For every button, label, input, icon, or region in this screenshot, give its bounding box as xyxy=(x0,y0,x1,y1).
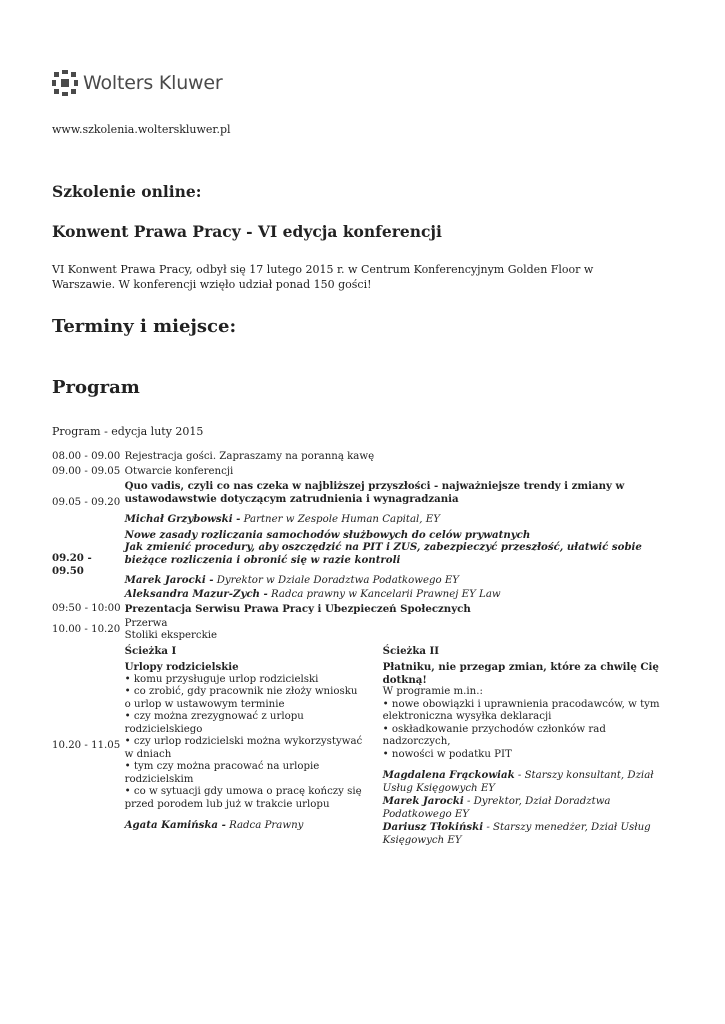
row-text: Prezentacja Serwisu Prawa Pracy i Ubezpieczeń Społecznych xyxy=(124,603,471,615)
speaker-role: Partner w Zespole Human Capital, EY xyxy=(243,514,440,525)
bullet-item: • czy urlop rodzicielski można wykorzystywać w dniach xyxy=(124,736,363,760)
program-row xyxy=(50,602,675,617)
speaker-name: Dariusz Tłokiński xyxy=(382,821,484,833)
bullet-item: • tym czy można pracować na urlopie rodzicielskim xyxy=(124,761,320,785)
speaker-name: Magdalena Frąckowiak xyxy=(382,769,515,781)
wolters-kluwer-logo-icon xyxy=(52,70,78,96)
row-text: Otwarcie konferencji xyxy=(124,465,234,477)
row-time: 08.00 - 09.00 xyxy=(52,451,121,462)
speaker-role: - Dyrektor, Dział Doradztwa Podatkowego EY xyxy=(382,796,611,820)
session-subtitle: Jak zmienić procedury, aby oszczędzić na PIT i ZUS, zabezpieczyć przeszłość, ułatwić sobie bieżące rozliczenia i obronić się w razie kontroli xyxy=(124,541,642,566)
session-title: Urlopy rodzicielskie xyxy=(124,661,239,673)
row-time: 09.05 - 09.20 xyxy=(52,497,121,508)
break-label: Przerwa xyxy=(124,617,168,629)
program-row xyxy=(50,479,675,528)
row-text: Rejestracja gości. Zapraszamy na poranną kawę xyxy=(124,451,375,462)
speaker-name: Marek Jarocki - xyxy=(124,574,214,586)
row-time: 10.00 - 10.20 xyxy=(52,623,121,635)
program-subtitle: Program - edycja luty 2015 xyxy=(52,425,204,438)
website-url[interactable]: www.szkolenia.wolterskluwer.pl xyxy=(52,123,231,136)
session-title: Quo vadis, czyli co nas czeka w najbliższej przyszłości - najważniejsze trendy i zmiany w ustawodawstwie dotyczącym zatrudnienia i wynagradzania xyxy=(124,480,625,505)
bullet-item: • co w sytuacji gdy umowa o pracę kończy się przed porodem lub już w trakcie urlopu xyxy=(124,786,362,810)
program-row xyxy=(50,450,675,465)
speaker-name: Marek Jarocki xyxy=(382,795,464,807)
program-row xyxy=(50,528,675,603)
track-1 xyxy=(123,644,369,849)
track-header: Ścieżka I xyxy=(124,644,177,657)
session-title: Płatniku, nie przegap zmian, które za chwilę Cię dotkną! xyxy=(382,661,659,686)
program-row xyxy=(50,465,675,480)
row-time: 09.00 - 09.05 xyxy=(52,465,121,477)
bullet-item: • nowe obowiązki i uprawnienia pracodawców, w tym elektroniczna wysyłka deklaracji xyxy=(382,698,660,722)
bullet-item: • czy można zrezygnować z urlopu rodzicielskiego xyxy=(124,711,304,735)
heading-online-training: Szkolenie online: xyxy=(52,182,202,201)
bullet-item: • oskładkowanie przychodów członków rad nadzorczych, xyxy=(382,723,606,747)
program-intro: W programie m.in.: xyxy=(382,686,483,697)
row-time: 09:50 - 10:00 xyxy=(52,603,121,614)
track-2 xyxy=(369,644,675,849)
speaker-name: Michał Grzybowski - xyxy=(124,513,241,525)
wolters-kluwer-logo xyxy=(52,70,223,96)
heading-terms-and-place: Terminy i miejsce: xyxy=(52,316,237,337)
row-time: 09.20 - 09.50 xyxy=(52,552,92,577)
speaker-role: Radca prawny w Kancelarii Prawnej EY Law xyxy=(271,588,501,600)
speaker-name: Agata Kamińska - xyxy=(124,819,226,831)
program-table xyxy=(50,450,675,848)
program-row xyxy=(50,644,675,849)
heading-program: Program xyxy=(52,377,140,398)
track-header: Ścieżka II xyxy=(382,644,440,657)
bullet-item: • komu przysługuje urlop rodzicielski xyxy=(124,673,319,685)
speaker-name: Aleksandra Mazur-Zych - xyxy=(124,587,268,600)
speaker-role: Radca Prawny xyxy=(229,820,304,831)
row-time: 10.20 - 11.05 xyxy=(52,739,121,751)
bullet-item: • co zrobić, gdy pracownik nie złoży wniosku o urlop w ustawowym terminie xyxy=(124,686,358,710)
intro-paragraph: VI Konwent Prawa Pracy, odbył się 17 lutego 2015 r. w Centrum Konferencyjnym Golden Floor w Warszawie. W konferencji wzięło udział ponad 150 gości! xyxy=(52,263,594,291)
logo-text: Wolters Kluwer xyxy=(83,72,223,94)
expert-tables-label: Stoliki eksperckie xyxy=(124,630,218,641)
program-row xyxy=(50,617,675,644)
speaker-role: - Starszy menedżer, Dział Usług Księgowych EY xyxy=(382,822,651,846)
session-title: Nowe zasady rozliczania samochodów służbowych do celów prywatnych xyxy=(124,528,531,541)
bullet-item: • nowości w podatku PIT xyxy=(382,748,512,760)
speaker-role: Dyrektor w Dziale Doradztwa Podatkowego EY xyxy=(216,575,460,586)
heading-conference-title: Konwent Prawa Pracy - VI edycja konferencji xyxy=(52,222,442,241)
speaker-role: - Starszy konsultant, Dział Usług Księgowych EY xyxy=(382,770,654,794)
